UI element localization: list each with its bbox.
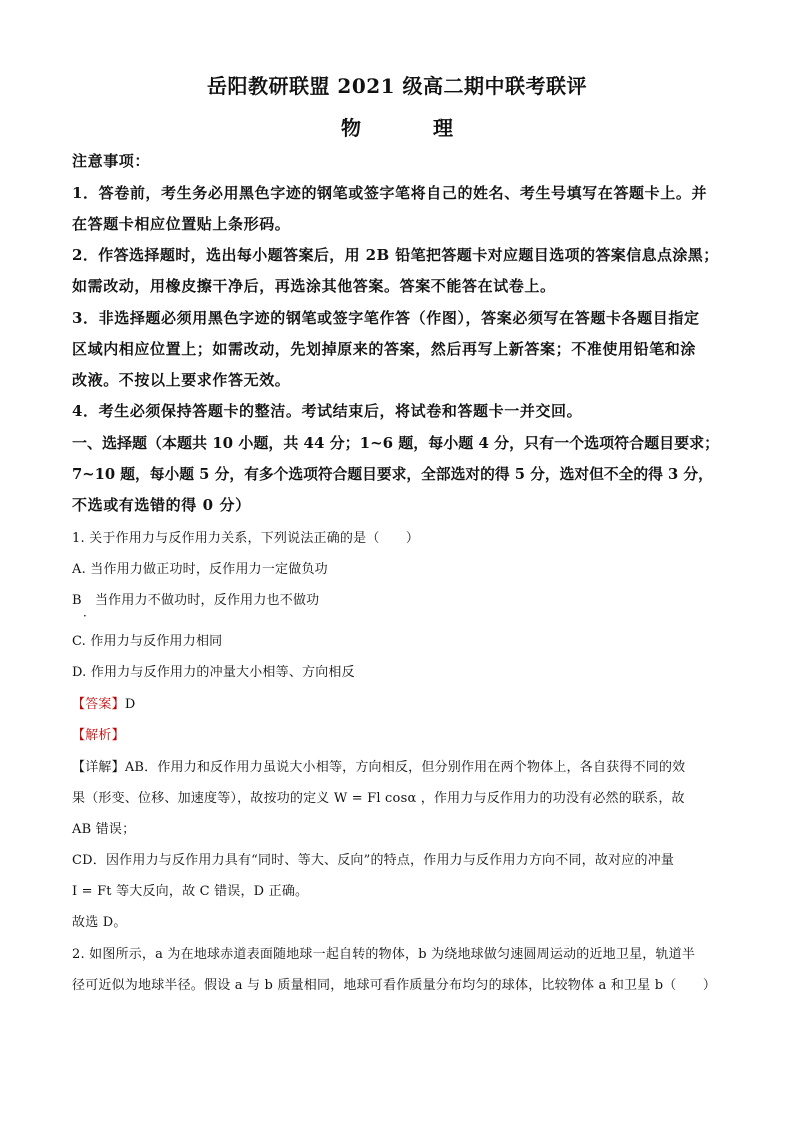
q1-detail-line-4: CD．因作用力与反作用力具有“同时、等大、反向”的特点，作用力与反作用力方向不同，故对应的冲量	[72, 853, 675, 868]
analysis-tag: 【解析】	[72, 728, 125, 743]
notice-item-1-line-2: 在答题卡相应位置贴上条形码。	[72, 215, 291, 233]
section-1-line-3: 不选或有选错的得 0 分）	[72, 496, 251, 514]
q2-stem-line-2: 径可近似为地球半径。假设 a 与 b 质量相同，地球可看作质量分布均匀的球体，比较物体 a 和卫星 b（ ）	[72, 978, 717, 993]
exam-title: 岳阳教研联盟 2021 级高二期中联考联评	[206, 74, 588, 98]
detail-tag: 【详解】	[72, 760, 125, 775]
notice-item-3-line-2: 区域内相应位置上；如需改动，先划掉原来的答案，然后再写上新答案；不准使用铅笔和涂	[72, 340, 697, 358]
section-1-line-2: 7~10 题，每小题 5 分，有多个选项符合题目要求，全部选对的得 5 分，选对但不全的得 3 分，	[72, 466, 713, 483]
q1-option-d: D. 作用力与反作用力的冲量大小相等、方向相反	[72, 665, 355, 680]
answer-tag: 【答案】	[72, 697, 125, 712]
notice-item-3-line-1: 3．非选择题必须用黑色字迹的钢笔或签字笔作答（作图），答案必须写在答题卡各题目指定	[72, 309, 700, 327]
q1-answer-line	[72, 693, 135, 712]
q1-detail-line-1	[72, 756, 685, 775]
notice-item-2-line-1: 2．作答选择题时，选出每小题答案后，用 2B 铅笔把答题卡对应题目选项的答案信息点涂黑；	[72, 246, 719, 264]
q1-detail-line-6: 故选 D。	[72, 915, 127, 930]
q1-detail-line-2: 果（形变、位移、加速度等），故按功的定义 W = Fl cosα ，作用力与反作用力的功没有必然的联系，故	[72, 791, 685, 806]
answer-value: D	[124, 697, 136, 712]
q1-detail-line-5: I = Ft 等大反向，故 C 错误，D 正确。	[72, 884, 309, 899]
q1-option-c: C. 作用力与反作用力相同	[72, 634, 223, 649]
q1-option-a: A. 当作用力做正功时，反作用力一定做负功	[72, 562, 328, 577]
notice-item-3-line-3: 改液。不按以上要求作答无效。	[72, 371, 291, 389]
q1-option-b: B 当作用力不做功时，反作用力也不做功	[72, 593, 320, 608]
section-1-line-1: 一、选择题（本题共 10 小题，共 44 分；1~6 题，每小题 4 分，只有一个选项符合题目要求；	[72, 434, 720, 452]
notice-item-4-line-1: 4．考生必须保持答题卡的整洁。考试结束后，将试卷和答题卡一并交回。	[72, 402, 583, 420]
notice-heading: 注意事项：	[72, 152, 151, 170]
q1-option-b-dot: ．	[83, 605, 96, 619]
q1-stem: 1. 关于作用力与反作用力关系，下列说法正确的是（ ）	[72, 531, 420, 546]
notice-item-1-line-1: 1．答卷前，考生务必用黑色字迹的钢笔或签字笔将自己的姓名、考生号填写在答题卡上。并	[72, 184, 708, 202]
notice-item-2-line-2: 如需改动，用橡皮擦干净后，再选涂其他答案。答案不能答在试卷上。	[72, 277, 556, 295]
detail-text-1: AB．作用力和反作用力虽说大小相等，方向相反，但分别作用在两个物体上，各自获得不同的效	[124, 760, 686, 775]
subject-title: 物 理	[341, 116, 479, 140]
q1-detail-line-3: AB 错误；	[72, 822, 136, 837]
q2-stem-line-1: 2. 如图所示，a 为在地球赤道表面随地球一起自转的物体，b 为绕地球做匀速圆周运动的近地卫星，轨道半	[72, 947, 696, 962]
